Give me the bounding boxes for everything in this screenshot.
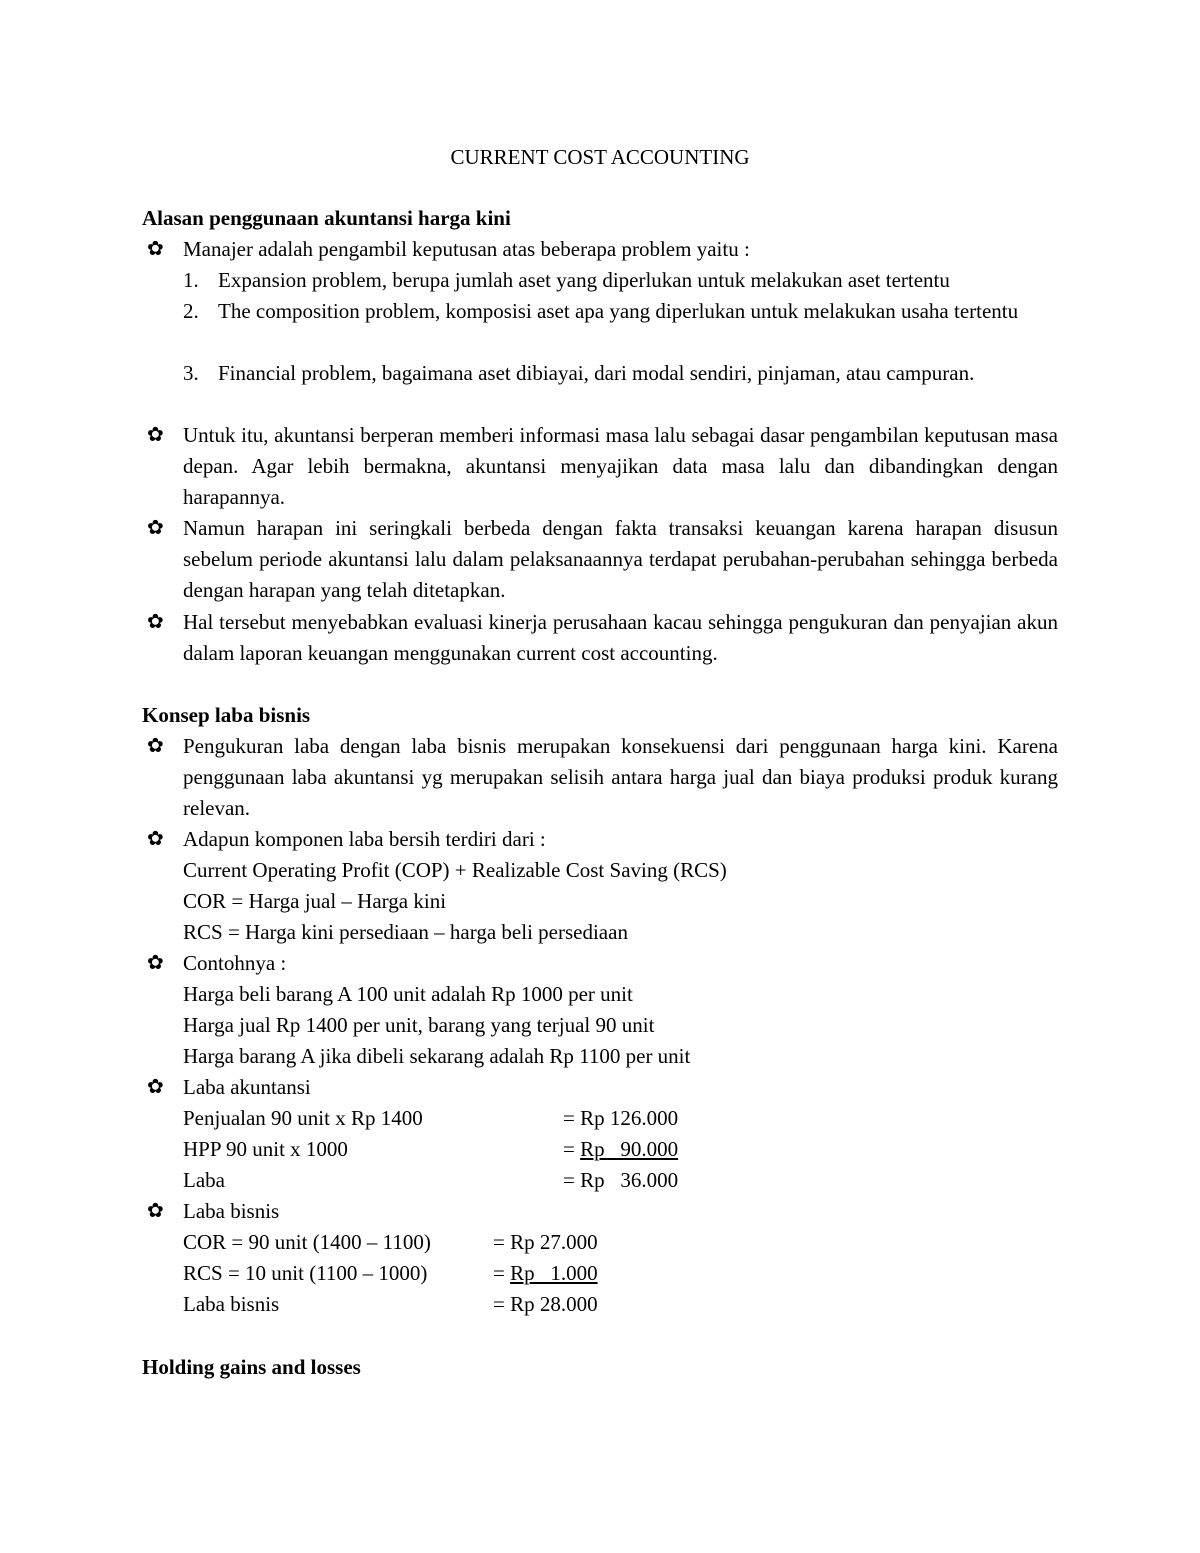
formula-line: COR = Harga jual – Harga kini <box>183 889 447 913</box>
section-heading-alasan: Alasan penggunaan akuntansi harga kini <box>142 206 511 230</box>
list-item-text: The composition problem, komposisi aset apa yang diperlukan untuk melakukan usaha tertentu <box>218 299 1019 323</box>
bullet-text: Namun harapan ini seringkali berbeda dengan fakta transaksi keuangan karena harapan disusun sebelum periode akuntansi lalu dalam pelaksanaannya terdapat perubahan-perubahan sehingga berbeda dengan harapan yang telah ditetapkan. <box>183 516 1058 602</box>
calc-value: = Rp 90.000 <box>563 1137 679 1161</box>
calc-label: RCS = 10 unit (1100 – 1000) <box>183 1261 428 1285</box>
calc-label: Penjualan 90 unit x Rp 1400 <box>183 1106 423 1130</box>
flower-bullet-icon: ✿ <box>147 828 164 850</box>
flower-bullet-icon: ✿ <box>147 1076 164 1098</box>
example-line: Harga jual Rp 1400 per unit, barang yang terjual 90 unit <box>183 1013 655 1037</box>
section-heading-holding: Holding gains and losses <box>142 1355 361 1379</box>
bullet-text: Adapun komponen laba bersih terdiri dari : <box>183 827 546 851</box>
flower-bullet-icon: ✿ <box>147 424 164 446</box>
document-title: CURRENT COST ACCOUNTING <box>450 145 750 169</box>
section-heading-konsep: Konsep laba bisnis <box>142 703 311 727</box>
bullet-text: Hal tersebut menyebabkan evaluasi kinerja perusahaan kacau sehingga pengukuran dan penyajian akun dalam laporan keuangan menggunakan current cost accounting. <box>183 610 1058 665</box>
calc-value: = Rp 27.000 <box>493 1230 598 1254</box>
flower-bullet-icon: ✿ <box>147 735 164 757</box>
bullet-text: Untuk itu, akuntansi berperan memberi informasi masa lalu sebagai dasar pengambilan keputusan masa depan. Agar lebih bermakna, akuntansi menyajikan data masa lalu dan dibandingkan dengan harapannya. <box>183 423 1058 509</box>
list-number: 3. <box>183 361 199 385</box>
example-line: Harga beli barang A 100 unit adalah Rp 1000 per unit <box>183 982 633 1006</box>
list-item-text: Expansion problem, berupa jumlah aset yang diperlukan untuk melakukan aset tertentu <box>218 268 950 292</box>
calc-label: Laba <box>183 1168 225 1192</box>
bullet-text: Pengukuran laba dengan laba bisnis merupakan konsekuensi dari penggunaan harga kini. Karena penggunaan laba akuntansi yg merupakan selisih antara harga jual dan biaya produksi produk kurang relevan. <box>183 734 1058 820</box>
example-line: Harga barang A jika dibeli sekarang adalah Rp 1100 per unit <box>183 1044 691 1068</box>
calc-value: = Rp 126.000 <box>563 1106 679 1130</box>
calc-label: COR = 90 unit (1400 – 1100) <box>183 1230 431 1254</box>
list-number: 1. <box>183 268 199 292</box>
calc-label: HPP 90 unit x 1000 <box>183 1137 348 1161</box>
flower-bullet-icon: ✿ <box>147 611 164 633</box>
flower-bullet-icon: ✿ <box>147 1200 164 1222</box>
flower-bullet-icon: ✿ <box>147 517 164 539</box>
list-number: 2. <box>183 299 199 323</box>
formula-line: Current Operating Profit (COP) + Realizable Cost Saving (RCS) <box>183 858 727 882</box>
list-item-text: Financial problem, bagaimana aset dibiayai, dari modal sendiri, pinjaman, atau campuran. <box>218 361 975 385</box>
bullet-text: Contohnya : <box>183 951 287 975</box>
bullet-text: Manajer adalah pengambil keputusan atas beberapa problem yaitu : <box>183 237 750 261</box>
formula-line: RCS = Harga kini persediaan – harga beli persediaan <box>183 920 628 944</box>
calc-value: = Rp 1.000 <box>493 1261 598 1285</box>
calc-value: = Rp 36.000 <box>563 1168 679 1192</box>
bullet-text: Laba bisnis <box>183 1199 280 1223</box>
bullet-text: Laba akuntansi <box>183 1075 311 1099</box>
calc-label: Laba bisnis <box>183 1292 280 1316</box>
flower-bullet-icon: ✿ <box>147 952 164 974</box>
calc-value: = Rp 28.000 <box>493 1292 598 1316</box>
flower-bullet-icon: ✿ <box>147 238 164 260</box>
